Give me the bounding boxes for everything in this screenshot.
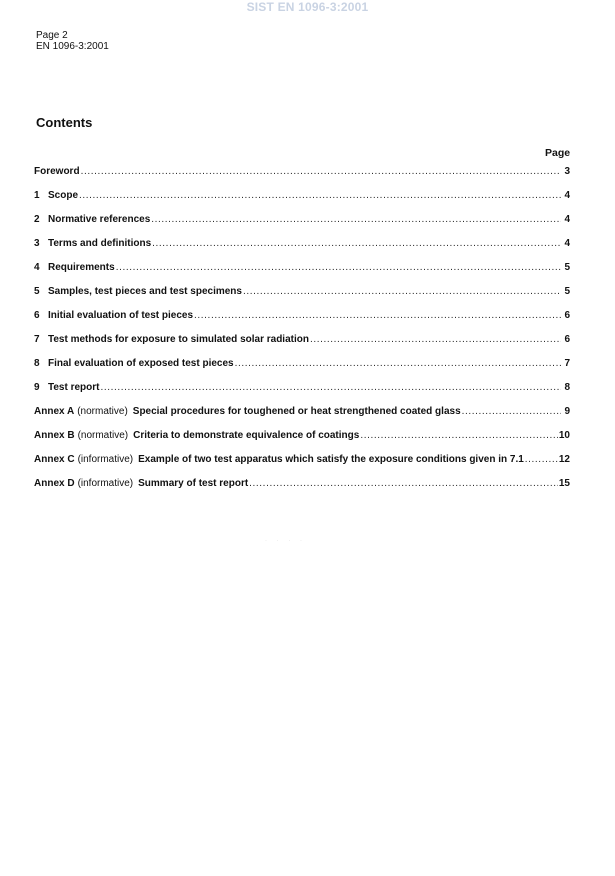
toc-entry-page: 5 [564, 262, 570, 273]
toc-entry-title: Scope [48, 190, 79, 201]
toc-entry[interactable] [34, 334, 570, 358]
toc-entry-page: 6 [564, 334, 570, 345]
dot-leader [525, 454, 558, 465]
toc-entry[interactable] [34, 190, 570, 214]
standard-reference: EN 1096-3:2001 [36, 41, 109, 52]
toc-entry-page: 10 [558, 430, 570, 441]
toc-entry-title: Test report [48, 382, 100, 393]
toc-annex-entry[interactable] [34, 406, 570, 430]
contents-title: Contents [36, 115, 93, 130]
toc-entry-number: 7 [34, 334, 40, 345]
toc-entry-page: 4 [564, 214, 570, 225]
annex-type: (normative) [77, 430, 129, 441]
toc-entry-title: Final evaluation of exposed test pieces [48, 358, 234, 369]
toc-entry[interactable] [34, 310, 570, 334]
toc-entry[interactable] [34, 286, 570, 310]
dot-leader [310, 334, 561, 345]
toc-entry-number: 1 [34, 190, 40, 201]
dot-leader [79, 190, 561, 201]
table-of-contents [34, 166, 570, 502]
dot-leader [101, 382, 562, 393]
toc-entry-title: Requirements [48, 262, 115, 273]
annex-type: (normative) [77, 406, 128, 417]
page-number: Page 2 [36, 30, 68, 41]
toc-entry[interactable] [34, 238, 570, 262]
toc-entry[interactable] [34, 166, 570, 190]
toc-entry-page: 12 [558, 454, 570, 465]
annex-type: (informative) [77, 478, 134, 489]
toc-entry-number: 4 [34, 262, 40, 273]
toc-entry-title: Criteria to demonstrate equivalence of coatings [133, 430, 360, 441]
toc-annex-entry[interactable] [34, 454, 570, 478]
toc-entry[interactable] [34, 262, 570, 286]
dot-leader [462, 406, 561, 417]
dot-leader [194, 310, 561, 321]
page-header [36, 30, 109, 52]
toc-entry-page: 15 [558, 478, 570, 489]
toc-entry-page: 3 [564, 166, 570, 177]
toc-entry-number: 9 [34, 382, 40, 393]
annex-type: (informative) [77, 454, 134, 465]
toc-entry-page: 6 [564, 310, 570, 321]
toc-entry-page: 9 [564, 406, 570, 417]
dot-leader [151, 214, 561, 225]
toc-entry-title: Special procedures for toughened or heat strengthened coated glass [132, 406, 461, 417]
toc-entry-title: Initial evaluation of test pieces [48, 310, 194, 321]
toc-entry-page: 4 [564, 190, 570, 201]
toc-entry-number: 8 [34, 358, 40, 369]
annex-label: Annex A [34, 406, 75, 417]
dot-leader [81, 166, 561, 177]
toc-entry-number: 3 [34, 238, 40, 249]
toc-entry-page: 8 [564, 382, 570, 393]
toc-entry[interactable] [34, 358, 570, 382]
dot-leader [243, 286, 561, 297]
toc-entry-title: Test methods for exposure to simulated solar radiation [48, 334, 309, 345]
watermark: SIST EN 1096-3:2001 [246, 0, 369, 14]
toc-annex-entry[interactable] [34, 478, 570, 502]
toc-entry-page: 5 [564, 286, 570, 297]
dot-leader [360, 430, 558, 441]
toc-entry-title: Terms and definitions [48, 238, 152, 249]
toc-entry-page: 7 [564, 358, 570, 369]
toc-entry-number: 6 [34, 310, 40, 321]
toc-entry[interactable] [34, 214, 570, 238]
annex-label: Annex B [34, 430, 75, 441]
toc-entry-page: 4 [564, 238, 570, 249]
dot-leader [249, 478, 558, 489]
toc-entry-number: 2 [34, 214, 40, 225]
annex-label: Annex D [34, 478, 75, 489]
toc-entry[interactable] [34, 382, 570, 406]
toc-entry-title: Samples, test pieces and test specimens [48, 286, 242, 297]
toc-entry-title: Foreword [34, 166, 80, 177]
dot-leader [235, 358, 561, 369]
toc-entry-title: Normative references [48, 214, 151, 225]
toc-entry-title: Summary of test report [138, 478, 249, 489]
dot-leader [152, 238, 561, 249]
scan-specks: · · · · [265, 538, 306, 544]
toc-annex-entry[interactable] [34, 430, 570, 454]
annex-label: Annex C [34, 454, 75, 465]
dot-leader [116, 262, 561, 273]
page-column-label: Page [545, 147, 571, 159]
toc-entry-number: 5 [34, 286, 40, 297]
toc-entry-title: Example of two test apparatus which satisfy the exposure conditions given in 7.1 [138, 454, 524, 465]
